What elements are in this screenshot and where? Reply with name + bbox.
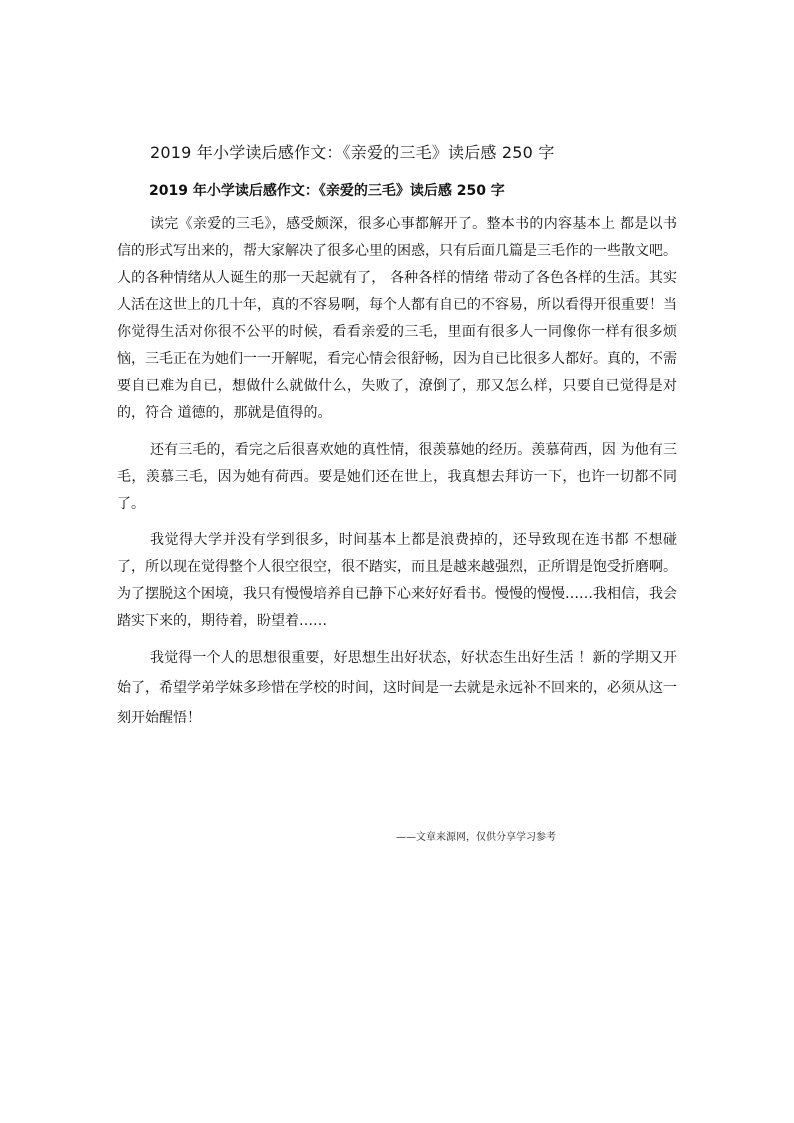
document-title: 2019 年小学读后感作文：《亲爱的三毛》读后感 250 字 — [150, 143, 555, 162]
paragraph-3: 我觉得大学并没有学到很多，时间基本上都是浪费掉的，还导致现在连书都 不想碰了，所以现在觉得整个人很空很空，很不踏实，而且是越来越强烈，正所谓是饱受折磨啊。为了摆脱这个困境，我只有慢慢培养自已静下心来好好看书。慢慢的慢慢……我相信，我会踏实下来的，期待着，盼望着…… — [117, 532, 677, 629]
paragraph-4: 我觉得一个人的思想很重要，好思想生出好状态，好状态生出好生活 ！新的学期又开始了，希望学弟学妹多珍惜在学校的时间，这时间是一去就是永远补不回来的，必须从这一刻开始醒悟！ — [117, 650, 677, 726]
paragraph-2: 还有三毛的，看完之后很喜欢她的真性情，很羡慕她的经历。羡慕荷西，因 为他有三毛，羡慕三毛，因为她有荷西。要是她们还在世上，我真想去拜访一下，也许一切都不同了。 — [117, 442, 677, 512]
document-subtitle: 2019 年小学读后感作文：《亲爱的三毛》读后感 250 字 — [149, 183, 505, 199]
paragraph-1: 读完《亲爱的三毛》，感受颇深，很多心事都解开了。整本书的内容基本上 都是以书信的形式写出来的，帮大家解决了很多心里的困惑，只有后面几篇是三毛作的一些散文吧。人的各种情绪从人诞生的那一天起就有了， 各种各样的情绪 带动了各色各样的生活。其实人活在这世上的几十年，真的不容易啊，每个人都有自已的不容易，所以看得开很重要！当你觉得生活对你很不公平的时候，看看亲爱的三毛，里面有很多人一同像你一样有很多烦恼，三毛正在为她们一一开解呢，看完心情会很舒畅，因为自已比很多人都好。真的，不需要自已难为自已，想做什么就做什么，失败了，潦倒了，那又怎么样，只要自已觉得是对的，符合 道德的，那就是值得的。 — [117, 216, 677, 421]
source-footnote: ——文章来源网，仅供分享学习参考 — [396, 832, 556, 843]
article-body — [117, 211, 677, 733]
